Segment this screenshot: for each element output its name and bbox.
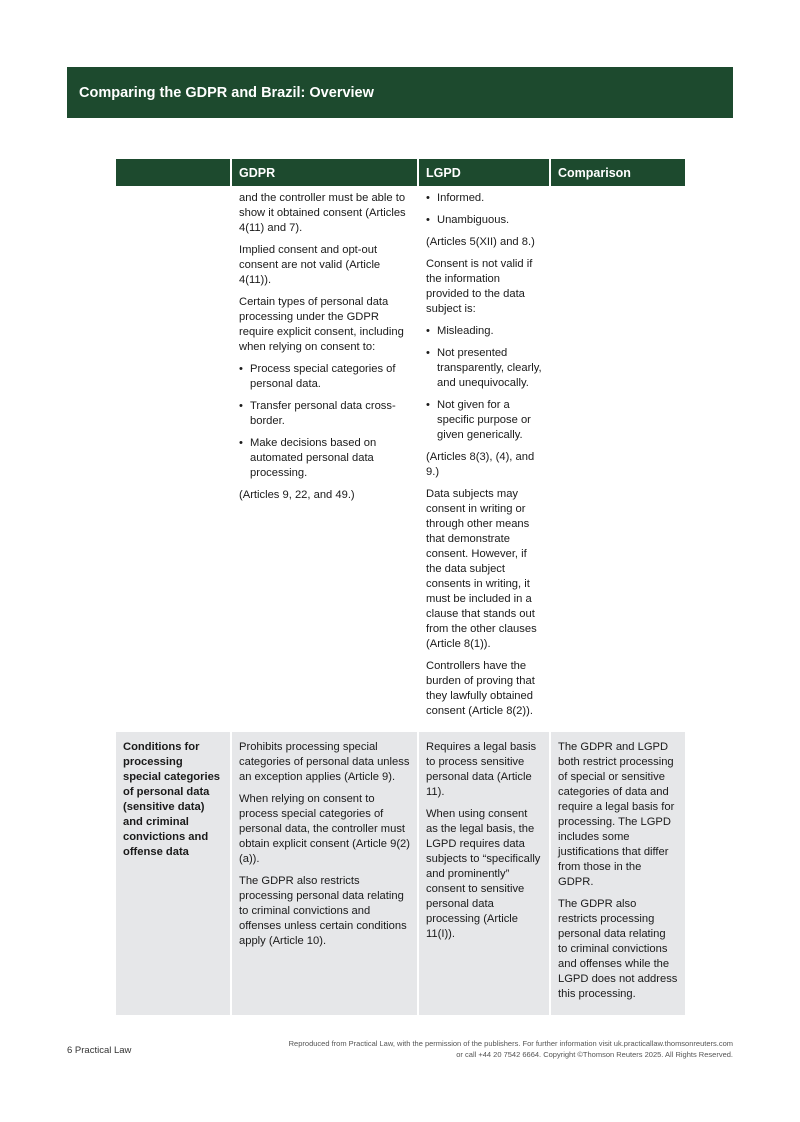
comparison-text: The GDPR also restricts processing personal data relating to criminal convictions and offenses while the LGPD does not address this processing. xyxy=(558,898,678,1000)
gdpr-text: The GDPR also restricts processing personal data relating to criminal convictions and offenses unless certain conditions apply (Article 10). xyxy=(239,875,407,947)
lgpd-text: (Articles 8(3), (4), and 9.) xyxy=(426,451,535,478)
table-header-row xyxy=(116,159,685,188)
lgpd-text: Consent is not valid if the information provided to the data subject is: xyxy=(426,258,533,315)
list-item: • Not given for a specific purpose or given generically. xyxy=(426,398,542,443)
gdpr-text: Implied consent and opt-out consent are not valid (Article 4(11)). xyxy=(239,244,381,286)
header-banner xyxy=(67,67,733,118)
column-header-gdpr: GDPR xyxy=(232,159,417,188)
copyright-notice xyxy=(233,1038,733,1060)
comparison-cell xyxy=(551,188,685,732)
list-item: • Process special categories of personal data. xyxy=(239,362,410,392)
gdpr-text: and the controller must be able to show it obtained consent (Articles 4(11) and 7). xyxy=(239,192,406,234)
column-header-lgpd: LGPD xyxy=(419,159,549,188)
copyright-line: Reproduced from Practical Law, with the permission of the publishers. For further information visit uk.practicallaw.thomsonreuters.com xyxy=(288,1039,733,1048)
lgpd-text: Data subjects may consent in writing or through other means that demonstrate consent. However, if the data subject consents in writing, it must be included in a clause that stands out from the other clauses (Article 8(1)). xyxy=(426,488,537,650)
lgpd-cell xyxy=(419,732,549,1015)
lgpd-bullet-list xyxy=(426,324,542,443)
gdpr-text: (Articles 9, 22, and 49.) xyxy=(239,489,355,501)
page-number: 6 Practical Law xyxy=(67,1045,132,1056)
gdpr-text: Certain types of personal data processing under the GDPR require explicit consent, including when relying on consent to: xyxy=(239,296,404,353)
row-label: Conditions for processing special categories of personal data (sensitive data) and criminal convictions and offense data xyxy=(116,732,230,1015)
table-row-consent-continued xyxy=(116,188,685,732)
lgpd-text: Controllers have the burden of proving that they lawfully obtained consent (Article 8(2)). xyxy=(426,660,535,717)
list-item: • Make decisions based on automated personal data processing. xyxy=(239,436,410,481)
comparison-cell xyxy=(551,732,685,1015)
lgpd-bullet-list xyxy=(426,191,542,228)
page-title: Comparing the GDPR and Brazil: Overview xyxy=(79,84,374,101)
lgpd-cell xyxy=(419,188,549,732)
gdpr-text: When relying on consent to process special categories of personal data, the controller must obtain explicit consent (Article 9(2)(a)). xyxy=(239,793,410,865)
list-item: • Informed. xyxy=(426,191,542,206)
gdpr-cell xyxy=(232,188,417,732)
table-row-special-categories xyxy=(116,732,685,1015)
comparison-table xyxy=(114,159,687,1015)
lgpd-text: Requires a legal basis to process sensitive personal data (Article 11). xyxy=(426,741,537,798)
lgpd-text: (Articles 5(XII) and 8.) xyxy=(426,236,535,248)
comparison-text: The GDPR and LGPD both restrict processing of special or sensitive categories of data and require a legal basis for processing. The LGPD includes some justifications that differ from those in the GDPR. xyxy=(558,741,675,888)
gdpr-bullet-list xyxy=(239,362,410,481)
lgpd-text: When using consent as the legal basis, the LGPD requires data subjects to “specifically and prominently” consent to sensitive personal data processing (Article 11(I)). xyxy=(426,808,541,940)
row-label xyxy=(116,188,230,732)
column-header-topic xyxy=(116,159,230,188)
copyright-line: or call +44 20 7542 6664. Copyright ©Thomson Reuters 2025. All Rights Reserved. xyxy=(456,1050,733,1059)
column-header-comparison: Comparison xyxy=(551,159,685,188)
list-item: • Misleading. xyxy=(426,324,542,339)
list-item: • Unambiguous. xyxy=(426,213,542,228)
list-item: • Not presented transparently, clearly, and unequivocally. xyxy=(426,346,542,391)
gdpr-text: Prohibits processing special categories of personal data unless an exception applies (Article 9). xyxy=(239,741,410,783)
list-item: • Transfer personal data cross-border. xyxy=(239,399,410,429)
gdpr-cell xyxy=(232,732,417,1015)
